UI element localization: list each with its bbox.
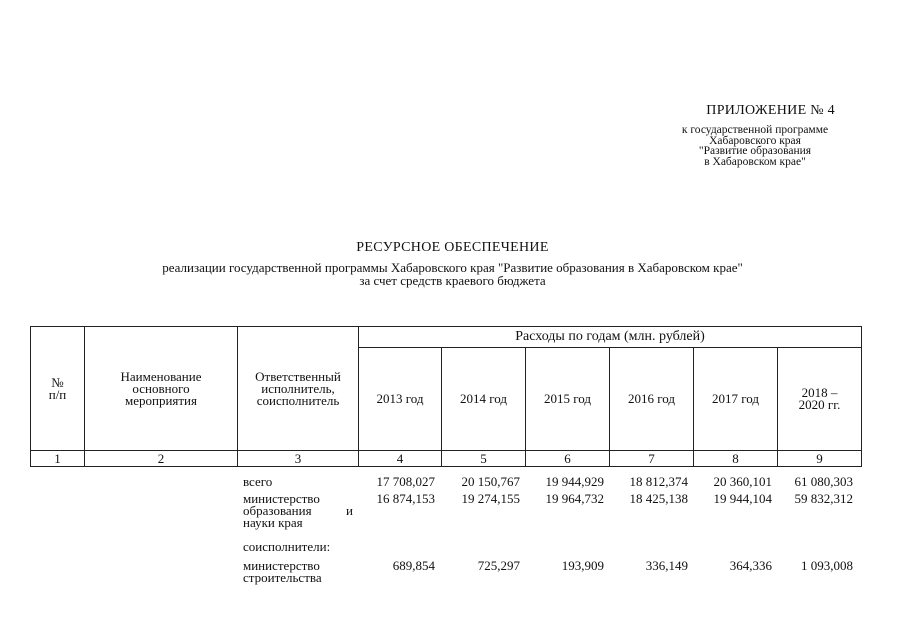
table-cell: 16 874,153: [376, 491, 435, 506]
column-header-number: № п/п: [31, 327, 85, 451]
table-cell: 18 425,138: [629, 491, 688, 506]
table-cell: 59 832,312: [794, 491, 853, 506]
resource-table: [30, 326, 862, 467]
column-number: 2: [85, 451, 238, 467]
table-cell: 19 944,929: [545, 474, 604, 489]
table-cell: 19 964,732: [545, 491, 604, 506]
row-label: министерство образования и науки края: [243, 491, 353, 530]
table-cell: 689,854: [392, 558, 435, 573]
table-cell: 193,909: [561, 558, 604, 573]
table-cell: 19 944,104: [713, 491, 772, 506]
column-header-expenses: Расходы по годам (млн. рублей): [359, 327, 862, 348]
row-label: соисполнители:: [243, 539, 331, 554]
column-number: 8: [694, 451, 778, 467]
column-header-year: 2015 год: [526, 348, 610, 451]
appendix-reference: [650, 125, 860, 167]
appendix-title: ПРИЛОЖЕНИЕ № 4: [706, 103, 835, 118]
column-header-executor: Ответственный исполнитель, соисполнитель: [238, 327, 359, 451]
table-cell: 364,336: [729, 558, 772, 573]
table-cell: 336,149: [645, 558, 688, 573]
column-header-year: 2018 – 2020 гг.: [778, 348, 862, 451]
column-header-activity: Наименование основного мероприятия: [85, 327, 238, 451]
column-number: 4: [359, 451, 442, 467]
column-header-year: 2016 год: [610, 348, 694, 451]
row-label: всего: [243, 474, 273, 489]
table-cell: 61 080,303: [794, 474, 853, 489]
column-number: 7: [610, 451, 694, 467]
table-cell: 17 708,027: [376, 474, 435, 489]
column-number: 9: [778, 451, 862, 467]
document-title: РЕСУРСНОЕ ОБЕСПЕЧЕНИЕ: [356, 240, 549, 255]
table-cell: 18 812,374: [629, 474, 688, 489]
document-subtitle-2: за счет средств краевого бюджета: [359, 273, 546, 288]
column-header-year: 2014 год: [442, 348, 526, 451]
table-cell: 20 150,767: [461, 474, 520, 489]
table-cell: 725,297: [477, 558, 520, 573]
column-number: 5: [442, 451, 526, 467]
column-header-year: 2017 год: [694, 348, 778, 451]
appendix-line: к государственной программе: [681, 124, 829, 136]
column-number: 3: [238, 451, 359, 467]
column-number: 6: [526, 451, 610, 467]
appendix-line: Хабаровского края: [709, 134, 801, 147]
table-cell: 19 274,155: [461, 491, 520, 506]
column-number: 1: [31, 451, 85, 467]
table-cell: 1 093,008: [801, 558, 853, 573]
appendix-line: "Развитие образования: [698, 145, 812, 157]
document-subtitle: реализации государственной программы Хабаровского края "Развитие образования в Хабаровском крае": [162, 260, 743, 275]
row-label: министерство строительства: [243, 558, 322, 585]
column-header-year: 2013 год: [359, 348, 442, 451]
appendix-line: в Хабаровском крае": [704, 155, 806, 168]
table-cell: 20 360,101: [713, 474, 772, 489]
